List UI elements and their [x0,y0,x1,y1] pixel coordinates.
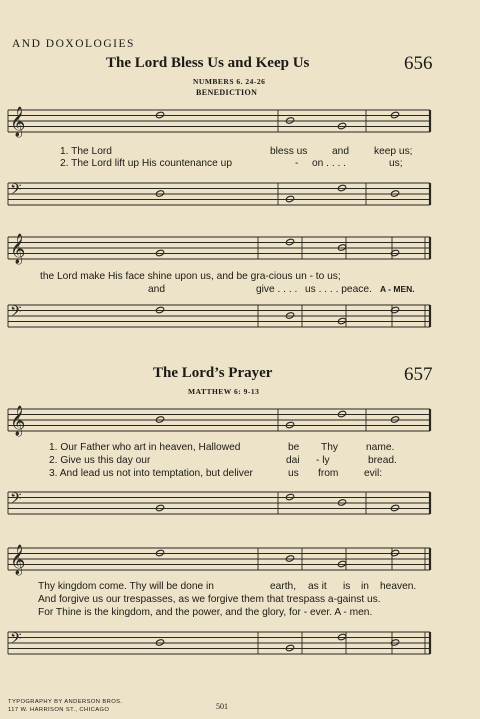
hymn-657-reference: MATTHEW 6: 9-13 [188,387,260,396]
hymn-657-lyric: be [288,442,300,453]
half-note [337,410,346,418]
half-note [155,306,164,314]
half-note [285,555,294,563]
half-note [155,190,164,198]
half-note [285,117,294,125]
hymn-656-subtitle: BENEDICTION [196,88,258,97]
half-note [155,111,164,119]
hymn-657-lyric: Thy [321,442,338,453]
half-note [337,560,346,568]
half-note [155,549,164,557]
hymn-657-lyric: 3. And lead us not into temptation, but deliver [49,468,253,479]
half-note [390,416,399,424]
hymn-657-lyric: is [343,581,351,592]
hymn-657-lyric: from [318,468,339,479]
half-note [285,238,294,246]
treble-clef-icon: 𝄞 [10,107,26,137]
hymn-657-lyric: Thy kingdom come. Thy will be done in [38,581,214,592]
typography-address: 117 W. HARRISON ST., CHICAGO [8,707,110,713]
hymn-656-lyric: us . . . . peace. [305,284,372,295]
hymn-656-lyric: bless us [270,146,308,157]
hymn-657-lyric: in [361,581,369,592]
hymn-657-lyric: 1. Our Father who art in heaven, Hallowed [49,442,241,453]
half-note [285,421,294,429]
hymn-656-lyric: and [148,284,165,295]
hymn-657-lyric: heaven. [380,581,417,592]
hymn-657-lyric: as it [308,581,327,592]
hymn-656-lyric: and [332,146,349,157]
half-note [285,312,294,320]
half-note [337,184,346,192]
hymn-656-lyric: A - MEN. [380,284,415,294]
bass-clef-icon: 𝄢 [10,303,22,324]
half-note [155,249,164,257]
half-note [337,122,346,130]
half-note [285,195,294,203]
hymn-656-lyric: keep us; [374,146,413,157]
hymn-657-lyric: dai [286,455,300,466]
bass-clef-icon: 𝄢 [10,490,22,511]
half-note [285,644,294,652]
typography-credit: TYPOGRAPHY BY ANDERSON BROS. [8,699,123,705]
half-note [337,317,346,325]
hymn-657-lyric: us [288,468,299,479]
bass-clef-icon: 𝄢 [10,181,22,202]
hymn-657-lyric: evil: [364,468,383,479]
hymn-657-lyric: And forgive us our trespasses, as we forgive them that trespass a-gainst us. [38,594,381,605]
half-note [337,244,346,252]
half-note [337,499,346,507]
page-number: 501 [216,702,228,711]
hymn-657-lyric: 2. Give us this day our [49,455,151,466]
half-note [285,493,294,501]
hymn-657-lyric: name. [366,442,395,453]
half-note [155,504,164,512]
bass-clef-icon: 𝄢 [10,630,22,651]
half-note [155,639,164,647]
half-note [390,504,399,512]
treble-clef-icon: 𝄞 [10,545,26,575]
hymn-656-title: The Lord Bless Us and Keep Us [106,55,310,71]
hymn-656-lyric: 1. The Lord [60,146,112,157]
hymn-656-lyric: on . . . . [312,158,346,169]
treble-clef-icon: 𝄞 [10,234,26,264]
hymn-657-number: 657 [404,364,433,385]
hymn-657-title: The Lord’s Prayer [153,365,273,381]
half-note [337,633,346,641]
hymn-656-lyric: 2. The Lord lift up His countenance up [60,158,232,169]
half-note [390,111,399,119]
half-note [390,190,399,198]
hymn-656-lyric: the Lord make His face shine upon us, and be gra-cious un - to us; [40,271,341,282]
hymn-657-lyric: - ly [316,455,330,466]
hymn-656-lyric: - [295,158,299,169]
hymn-656-reference: NUMBERS 6. 24-26 [193,77,266,86]
section-header: AND DOXOLOGIES [12,38,135,50]
half-note [155,416,164,424]
hymn-656-lyric: us; [389,158,403,169]
hymn-656-lyric: give . . . . [256,284,298,295]
hymn-657-lyric: For Thine is the kingdom, and the power, and the glory, for - ever. A - men. [38,607,373,618]
treble-clef-icon: 𝄞 [10,406,26,436]
hymn-657-lyric: bread. [368,455,397,466]
hymn-656-number: 656 [404,53,433,74]
hymn-657-lyric: earth, [270,581,297,592]
